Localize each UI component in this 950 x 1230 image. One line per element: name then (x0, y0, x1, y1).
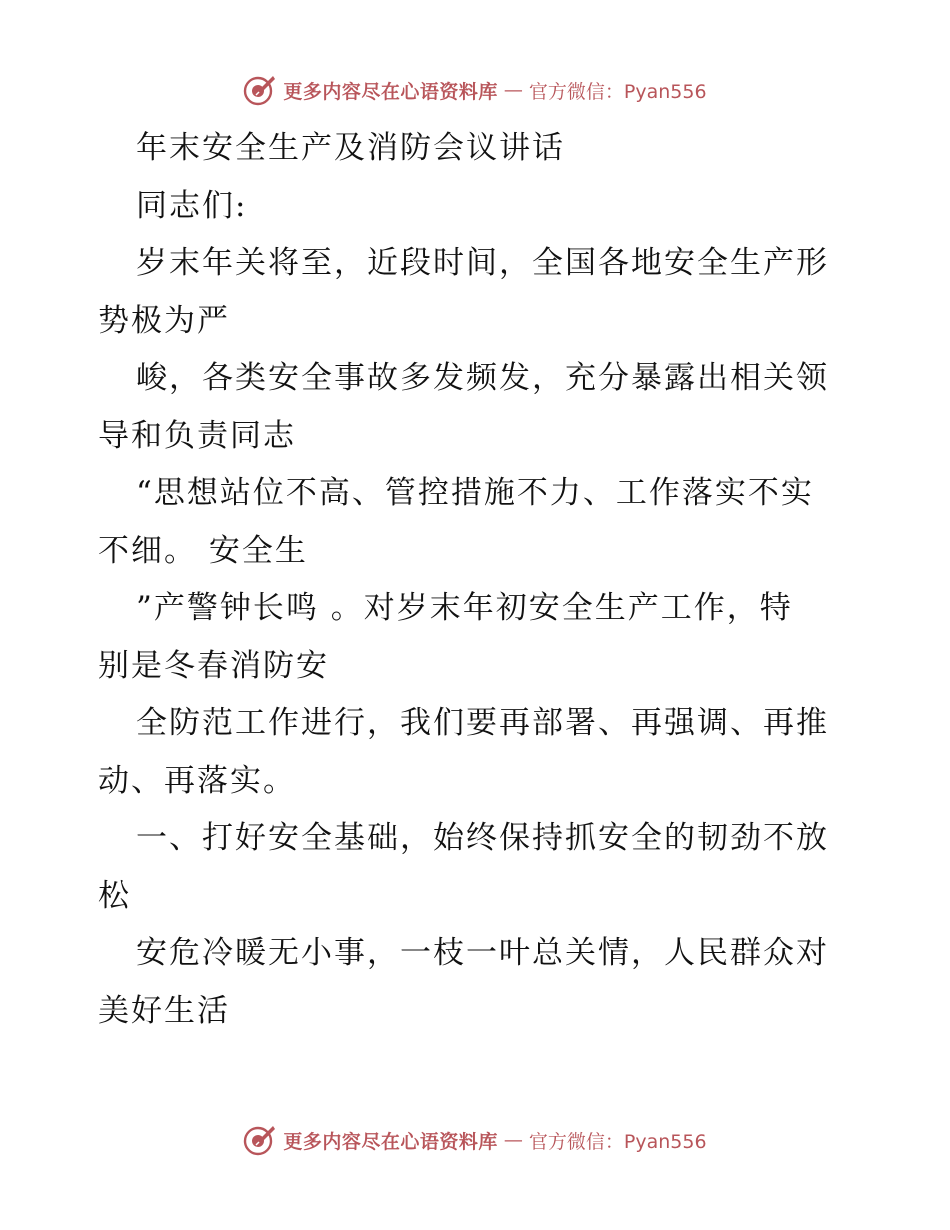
footer-banner (0, 1120, 950, 1160)
header-banner (0, 70, 950, 110)
text-line: “思想站位不高、管控措施不力、工作落实不实 (136, 475, 814, 511)
text-line: 一、打好安全基础，始终保持抓安全的韧劲不放 (136, 820, 829, 856)
text-line: 岁末年关将至，近段时间，全国各地安全生产形 (136, 245, 829, 281)
quill-pen-logo-icon (243, 1123, 277, 1157)
banner-separator: — (503, 1129, 523, 1151)
text-line: 动、再落实。 (98, 762, 296, 799)
banner-wechat-text: 官方微信：Pyan556 (528, 1130, 707, 1153)
banner-site-text: 更多内容尽在心语资料库 (283, 80, 498, 103)
text-line: 美好生活 (98, 992, 230, 1029)
text-line: 同志们: (136, 187, 248, 224)
text-line: 不细。 安全生 (98, 532, 308, 569)
text-line: 别是冬春消防安 (98, 647, 329, 684)
text-line: 峻，各类安全事故多发频发，充分暴露出相关领 (136, 360, 829, 396)
text-line: 导和负责同志 (98, 417, 296, 454)
text-line: ”产警钟长鸣 。对岁末年初安全生产工作，特 (136, 590, 793, 626)
text-line: 全防范工作进行，我们要再部署、再强调、再推 (136, 705, 829, 741)
document-body (98, 120, 858, 1040)
text-line: 安危冷暖无小事，一枝一叶总关情，人民群众对 (136, 935, 829, 971)
banner-site-text: 更多内容尽在心语资料库 (283, 1130, 498, 1153)
banner-wechat-text: 官方微信：Pyan556 (528, 80, 707, 103)
text-line: 松 (98, 877, 131, 914)
text-line: 年末安全生产及消防会议讲话 (136, 130, 565, 166)
banner-separator: — (503, 79, 523, 101)
quill-pen-logo-icon (243, 73, 277, 107)
text-line: 势极为严 (98, 302, 230, 339)
